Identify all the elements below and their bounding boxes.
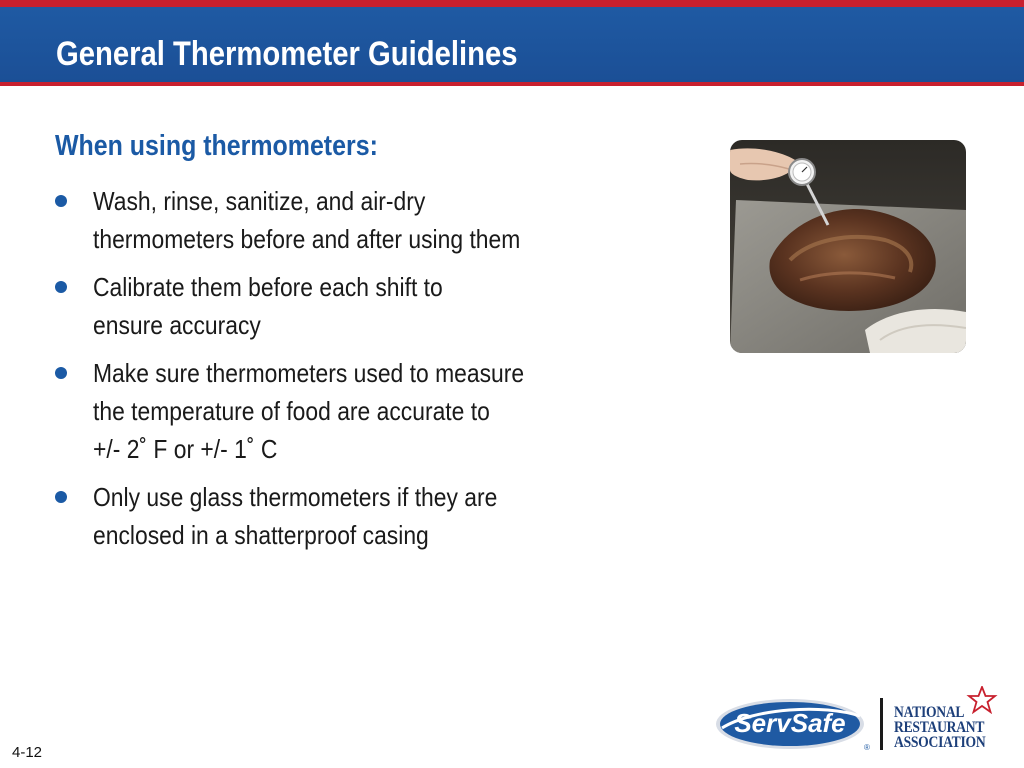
page-number: 4-12 (12, 744, 43, 761)
servsafe-logo (714, 694, 872, 752)
bullet-line: Make sure thermometers used to measure (93, 358, 525, 388)
bullet-text (93, 478, 612, 554)
logo-divider (880, 698, 883, 750)
title-bar (0, 0, 1024, 86)
star-icon (966, 686, 998, 714)
bullet-line: Wash, rinse, sanitize, and air-dry (93, 186, 426, 216)
slide-title: General Thermometer Guidelines (56, 35, 518, 73)
bullet-line: +/- 2˚ F or +/- 1˚ C (93, 434, 278, 464)
bullet-line: thermometers before and after using them (93, 224, 521, 254)
bullet-line: Calibrate them before each shift to (93, 272, 443, 302)
servsafe-logo-icon (714, 694, 872, 752)
bullet-line: Only use glass thermometers if they are (93, 482, 498, 512)
thermometer-in-meat-photo (730, 140, 966, 353)
bullet-item (55, 354, 615, 468)
bullet-text (93, 268, 612, 344)
bullet-dot-icon (55, 195, 67, 207)
bullet-list (55, 182, 615, 564)
bullet-line: the temperature of food are accurate to (93, 396, 490, 426)
nra-line-association: ASSOCIATION (894, 734, 986, 751)
bullet-item (55, 182, 615, 258)
bullet-line: ensure accuracy (93, 310, 261, 340)
bullet-dot-icon (55, 281, 67, 293)
thermometer-photo-illustration (730, 140, 966, 353)
svg-text:®: ® (864, 743, 870, 752)
nra-line-restaurant: RESTAURANT (894, 719, 985, 736)
bullet-item (55, 478, 615, 554)
nra-line-national: NATIONAL (894, 704, 965, 721)
bullet-dot-icon (55, 367, 67, 379)
subheading: When using thermometers: (55, 130, 378, 162)
bullet-dot-icon (55, 491, 67, 503)
servsafe-logo-text: ServSafe (734, 708, 846, 738)
bullet-text (93, 354, 612, 468)
bullet-item (55, 268, 615, 344)
nra-logo (892, 686, 1014, 752)
bullet-text (93, 182, 612, 258)
bullet-line: enclosed in a shatterproof casing (93, 520, 429, 550)
